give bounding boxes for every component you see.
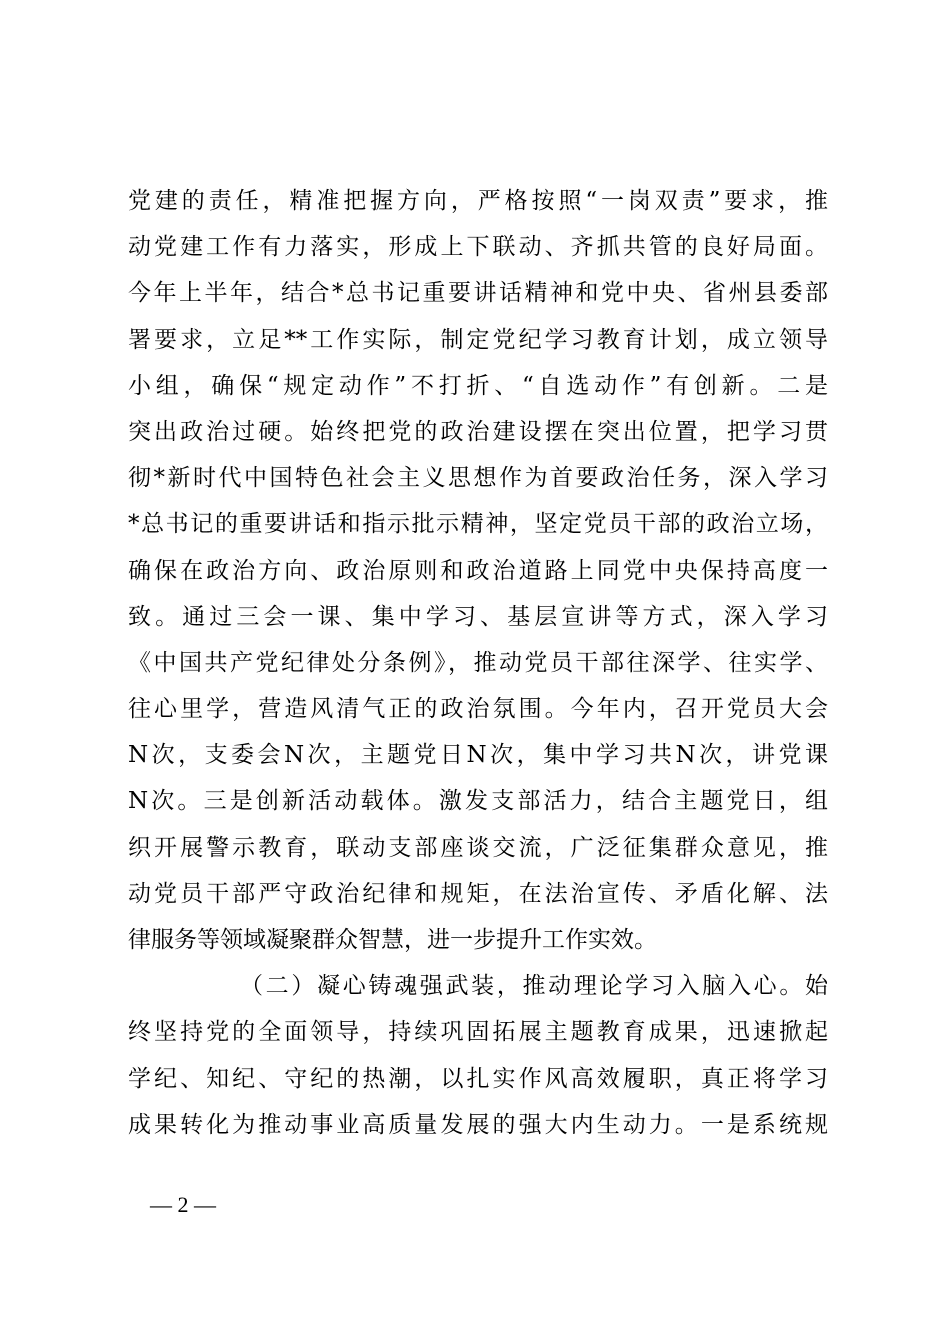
text-line: 彻*新时代中国特色社会主义思想作为首要政治任务，深入学习 — [128, 465, 828, 492]
text-line: 今年上半年，结合*总书记重要讲话精神和党中央、省州县委部 — [128, 280, 828, 307]
text-line: N次，支委会N次，主题党日N次，集中学习共N次，讲党课 — [128, 742, 828, 769]
text-line: 确保在政治方向、政治原则和政治道路上同党中央保持高度一 — [128, 557, 828, 584]
text-line: 小组，确保“规定动作”不打折、“自选动作”有创新。二是 — [128, 372, 828, 399]
text-line: N次。三是创新活动载体。激发支部活力，结合主题党日，组 — [128, 788, 828, 815]
text-line: 动党员干部严守政治纪律和规矩，在法治宣传、矛盾化解、法 — [128, 880, 828, 907]
text-line: 学纪、知纪、守纪的热潮，以扎实作风高效履职，真正将学习 — [128, 1065, 828, 1092]
text-line: *总书记的重要讲话和指示批示精神，坚定党员干部的政治立场， — [128, 511, 828, 538]
text-line: 《中国共产党纪律处分条例》，推动党员干部往深学、往实学、 — [128, 649, 828, 676]
text-line: 署要求，立足**工作实际，制定党纪学习教育计划，成立领导 — [128, 326, 828, 353]
heading-line-rest: 始 — [805, 973, 828, 1000]
page-number: — 2 — — [150, 1192, 216, 1217]
text-line: 织开展警示教育，联动支部座谈交流，广泛征集群众意见，推 — [128, 834, 828, 861]
section-heading: （二）凝心铸魂强武装，推动理论学习入脑入心。 — [240, 973, 805, 1000]
text-line: 突出政治过硬。始终把党的政治建设摆在突出位置，把学习贯 — [128, 418, 828, 445]
text-line: 往心里学，营造风清气正的政治氛围。今年内，召开党员大会 — [128, 696, 828, 723]
body-text — [128, 178, 828, 1148]
text-line: 律服务等领域凝聚群众智慧，进一步提升工作实效。 — [128, 927, 657, 953]
text-line: 党建的责任，精准把握方向，严格按照“一岗双责”要求，推 — [128, 188, 828, 214]
text-line: 终坚持党的全面领导，持续巩固拓展主题教育成果，迅速掀起 — [128, 1019, 828, 1046]
text-line: 致。通过三会一课、集中学习、基层宣讲等方式，深入学习 — [128, 603, 828, 630]
text-line: 动党建工作有力落实，形成上下联动、齐抓共管的良好局面。 — [128, 234, 828, 261]
text-line: 成果转化为推动事业高质量发展的强大内生动力。一是系统规 — [128, 1111, 828, 1138]
section-heading-line — [128, 963, 828, 1009]
